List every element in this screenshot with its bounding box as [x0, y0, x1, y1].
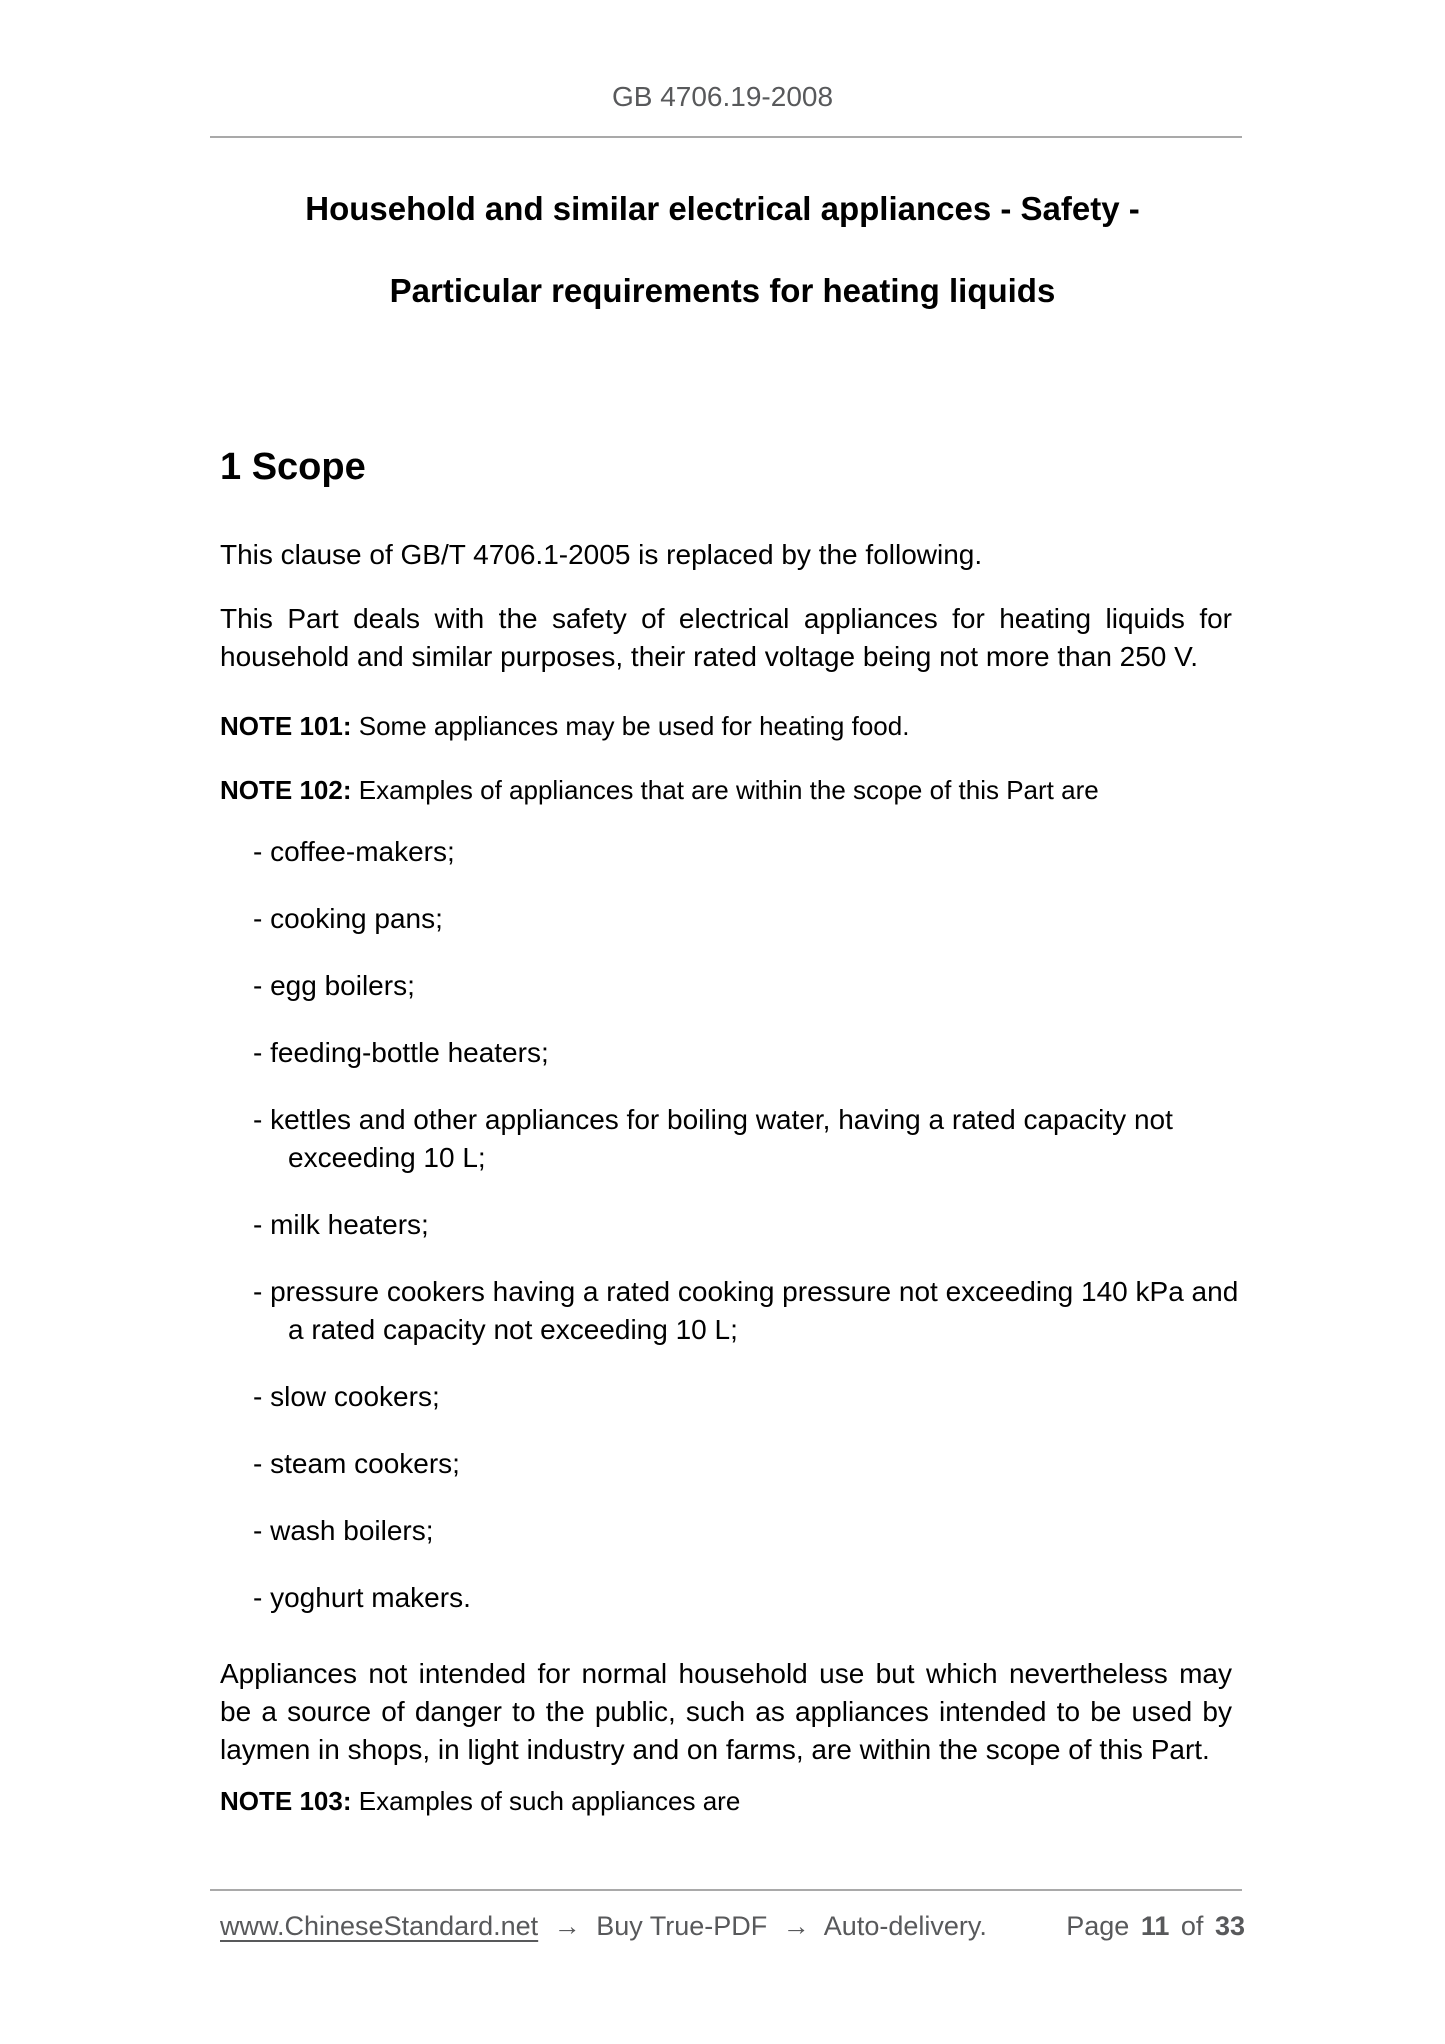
- note-103-label: NOTE 103:: [220, 1786, 352, 1816]
- document-title-line2: Particular requirements for heating liquids: [389, 272, 1056, 309]
- page-current: 11: [1140, 1911, 1170, 1941]
- paragraph-replacement-clause: This clause of GB/T 4706.1-2005 is replaced by the following.: [220, 539, 983, 570]
- appliance-list-item: - kettles and other appliances for boiling water, having a rated capacity not exceeding 10 L;: [253, 1104, 1173, 1173]
- appliance-list-item: - yoghurt makers.: [253, 1582, 471, 1613]
- appliance-list-item: - cooking pans;: [253, 903, 443, 934]
- paragraph-non-household: Appliances not intended for normal household use but which nevertheless may be a source of danger to the public, such as appliances intended to be used by laymen in shops, in light industry and on farms, are within the scope of this Part.: [220, 1658, 1232, 1765]
- appliance-list-item: - wash boilers;: [253, 1515, 434, 1546]
- note-102-label: NOTE 102:: [220, 775, 352, 805]
- footer-divider: [210, 1889, 1242, 1891]
- paragraph-scope-description: This Part deals with the safety of electrical appliances for heating liquids for household and similar purposes, their rated voltage being not more than 250 V.: [220, 603, 1232, 672]
- appliance-list-item: - steam cookers;: [253, 1448, 460, 1479]
- footer-website-link[interactable]: www.ChineseStandard.net: [220, 1911, 539, 1941]
- footer-page-indicator: [1066, 1908, 1245, 1944]
- appliance-list-item: - coffee-makers;: [253, 836, 455, 867]
- note-102-text: Examples of appliances that are within the scope of this Part are: [358, 775, 1099, 805]
- arrow-right-icon: →: [553, 1911, 581, 1941]
- note-103: [220, 1783, 1232, 1819]
- of-label: of: [1180, 1911, 1204, 1941]
- note-103-text: Examples of such appliances are: [358, 1786, 741, 1816]
- header-doc-number: GB 4706.19-2008: [611, 81, 834, 112]
- appliance-list: [253, 833, 1243, 1646]
- page-total: 33: [1214, 1911, 1245, 1941]
- document-title-line1: Household and similar electrical appliances - Safety -: [305, 190, 1140, 227]
- appliance-list-item: - egg boilers;: [253, 970, 415, 1001]
- note-102: [220, 772, 1232, 808]
- footer-buy-true-pdf: Buy True-PDF: [596, 1911, 768, 1941]
- appliance-list-item: - milk heaters;: [253, 1209, 429, 1240]
- footer-auto-delivery: Auto-delivery.: [823, 1911, 987, 1941]
- appliance-list-item: - feeding-bottle heaters;: [253, 1037, 549, 1068]
- footer-left: [220, 1908, 987, 1944]
- footer: [220, 1908, 1245, 1944]
- note-101-text: Some appliances may be used for heating food.: [358, 711, 910, 741]
- appliance-list-item: - slow cookers;: [253, 1381, 440, 1412]
- note-101: [220, 708, 1232, 744]
- appliance-list-item: - pressure cookers having a rated cooking pressure not exceeding 140 kPa and a rated capacity not exceeding 10 L;: [253, 1276, 1239, 1345]
- note-101-label: NOTE 101:: [220, 711, 352, 741]
- section-heading-scope: 1 Scope: [220, 446, 366, 488]
- arrow-right-icon: →: [782, 1911, 810, 1941]
- header-divider: [210, 136, 1242, 138]
- page-label: Page: [1066, 1911, 1130, 1941]
